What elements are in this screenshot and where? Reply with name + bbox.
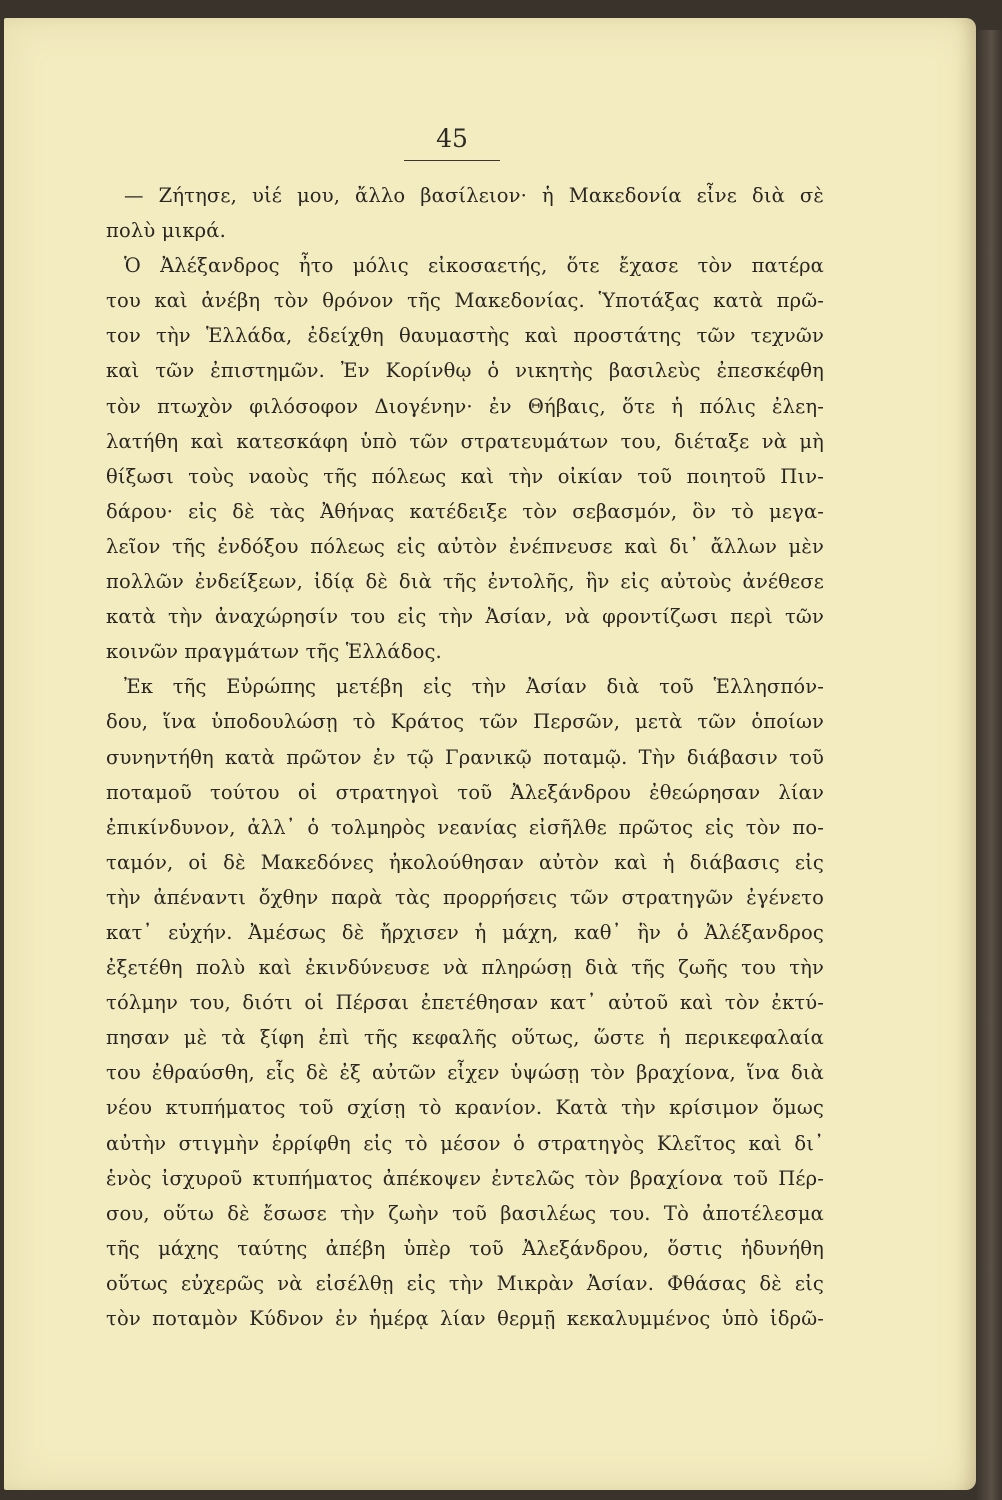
text-line: θίξωσι τοὺς ναοὺς τῆς πόλεως καὶ τὴν οἰκίαν τοῦ ποιητοῦ Πιν-	[106, 464, 824, 488]
text-line: νέου κτυπήματος τοῦ σχίσῃ τὸ κρανίον. Κατὰ τὴν κρίσιμον ὅμως	[106, 1096, 824, 1120]
text-line: ἐξετέθη πολὺ καὶ ἐκινδύνευσε νὰ πληρώσῃ διὰ τῆς ζωῆς του τὴν	[106, 956, 824, 980]
text-line: τόλμην του, διότι οἱ Πέρσαι ἐπετέθησαν κατ᾽ αὐτοῦ καὶ τὸν ἐκτύ-	[106, 991, 824, 1015]
text-line: κοινῶν πραγμάτων τῆς Ἑλλάδος.	[106, 640, 442, 664]
text-line: ἑνὸς ἰσχυροῦ κτυπήματος ἀπέκοψεν ἐντελῶς τὸν βραχίονα τοῦ Πέρ-	[106, 1166, 824, 1190]
text-line: αὐτὴν στιγμὴν ἐρρίφθη εἰς τὸ μέσον ὁ στρατηγὸς Κλεῖτος καὶ δι᾽	[106, 1131, 824, 1155]
text-line: — Ζήτησε, υἱέ μου, ἄλλο βασίλειον· ἡ Μακεδονία εἶνε διὰ σὲ	[124, 184, 824, 207]
text-line: του καὶ ἀνέβη τὸν θρόνον τῆς Μακεδονίας. Ὑποτάξας κατὰ πρῶ-	[106, 289, 824, 313]
text-line: πησαν μὲ τὰ ξίφη ἐπὶ τῆς κεφαλῆς οὕτως, ὥστε ἡ περικεφαλαία	[106, 1026, 824, 1050]
text-line: πολὺ μικρά.	[106, 219, 226, 243]
text-line: Ἐκ τῆς Εὐρώπης μετέβη εἰς τὴν Ἀσίαν διὰ τοῦ Ἑλλησπόν-	[124, 675, 824, 699]
text-line: λεῖον τῆς ἐνδόξου πόλεως εἰς αὐτὸν ἐνέπνευσε καὶ δι᾽ ἄλλων μὲν	[106, 534, 824, 558]
text-line: συνηντήθη κατὰ πρῶτον ἐν τῷ Γρανικῷ ποταμῷ. Τὴν διάβασιν τοῦ	[106, 745, 824, 769]
text-line: τὸν ποταμὸν Κύδνον ἐν ἡμέρᾳ λίαν θερμῇ κεκαλυμμένος ὑπὸ ἱδρῶ-	[106, 1307, 824, 1330]
text-line: δάρου· εἰς δὲ τὰς Ἀθήνας κατέδειξε τὸν σεβασμόν, ὃν τὸ μεγα-	[106, 499, 824, 523]
page-number-rule	[404, 160, 500, 161]
page-edge-shadow	[976, 30, 1002, 1500]
text-line: ταμόν, οἱ δὲ Μακεδόνες ἠκολούθησαν αὐτὸν καὶ ἡ διάβασις εἰς	[106, 850, 824, 874]
text-line: κατὰ τὴν ἀναχώρησίν του εἰς τὴν Ἀσίαν, νὰ φροντίζωσι περὶ τῶν	[106, 605, 824, 629]
text-line: τον τὴν Ἑλλάδα, ἐδείχθη θαυμαστὴς καὶ προστάτης τῶν τεχνῶν	[106, 324, 824, 348]
text-line: πολλῶν ἐνδείξεων, ἰδίᾳ δὲ διὰ τῆς ἐντολῆς, ἣν εἰς αὐτοὺς ἀνέθεσε	[106, 570, 824, 594]
text-line: ἐπικίνδυνον, ἀλλ᾽ ὁ τολμηρὸς νεανίας εἰσῆλθε πρῶτος εἰς τὸν πο-	[106, 815, 824, 839]
text-line: σου, οὕτω δὲ ἔσωσε τὴν ζωὴν τοῦ βασιλέως του. Τὸ ἀποτέλεσμα	[106, 1201, 824, 1225]
text-line: οὕτως εὐχερῶς νὰ εἰσέλθῃ εἰς τὴν Μικρὰν Ἀσίαν. Φθάσας δὲ εἰς	[106, 1271, 824, 1295]
text-line: ποταμοῦ τούτου οἱ στρατηγοὶ τοῦ Ἀλεξάνδρου ἐθεώρησαν λίαν	[106, 780, 824, 804]
text-line: τὴν ἀπέναντι ὄχθην παρὰ τὰς προρρήσεις τῶν στρατηγῶν ἐγένετο	[106, 885, 824, 909]
text-line: τῆς μάχης ταύτης ἀπέβη ὑπὲρ τοῦ Ἀλεξάνδρου, ὅστις ἠδυνήθη	[106, 1236, 824, 1260]
text-line: τὸν πτωχὸν φιλόσοφον Διογένην· ἐν Θήβαις, ὅτε ἡ πόλις ἐλεη-	[106, 394, 824, 418]
text-line: λατήθη καὶ κατεσκάφη ὑπὸ τῶν στρατευμάτων του, διέταξε νὰ μὴ	[106, 429, 824, 453]
text-line: του ἐθραύσθη, εἷς δὲ ἐξ αὐτῶν εἶχεν ὑψώσῃ τὸν βραχίονα, ἵνα διὰ	[106, 1061, 824, 1085]
text-line: καὶ τῶν ἐπιστημῶν. Ἐν Κορίνθῳ ὁ νικητὴς βασιλεὺς ἐπεσκέφθη	[106, 359, 824, 383]
text-line: κατ᾽ εὐχήν. Ἀμέσως δὲ ἤρχισεν ἡ μάχη, καθ᾽ ἣν ὁ Ἀλέξανδρος	[106, 920, 824, 944]
text-line: δου, ἵνα ὑποδουλώσῃ τὸ Κράτος τῶν Περσῶν, μετὰ τῶν ὁποίων	[106, 710, 824, 734]
body-text	[106, 178, 824, 1336]
text-line: Ὁ Ἀλέξανδρος ἦτο μόλις εἰκοσαετής, ὅτε ἔχασε τὸν πατέρα	[124, 254, 824, 278]
page-number: 45	[436, 124, 468, 153]
